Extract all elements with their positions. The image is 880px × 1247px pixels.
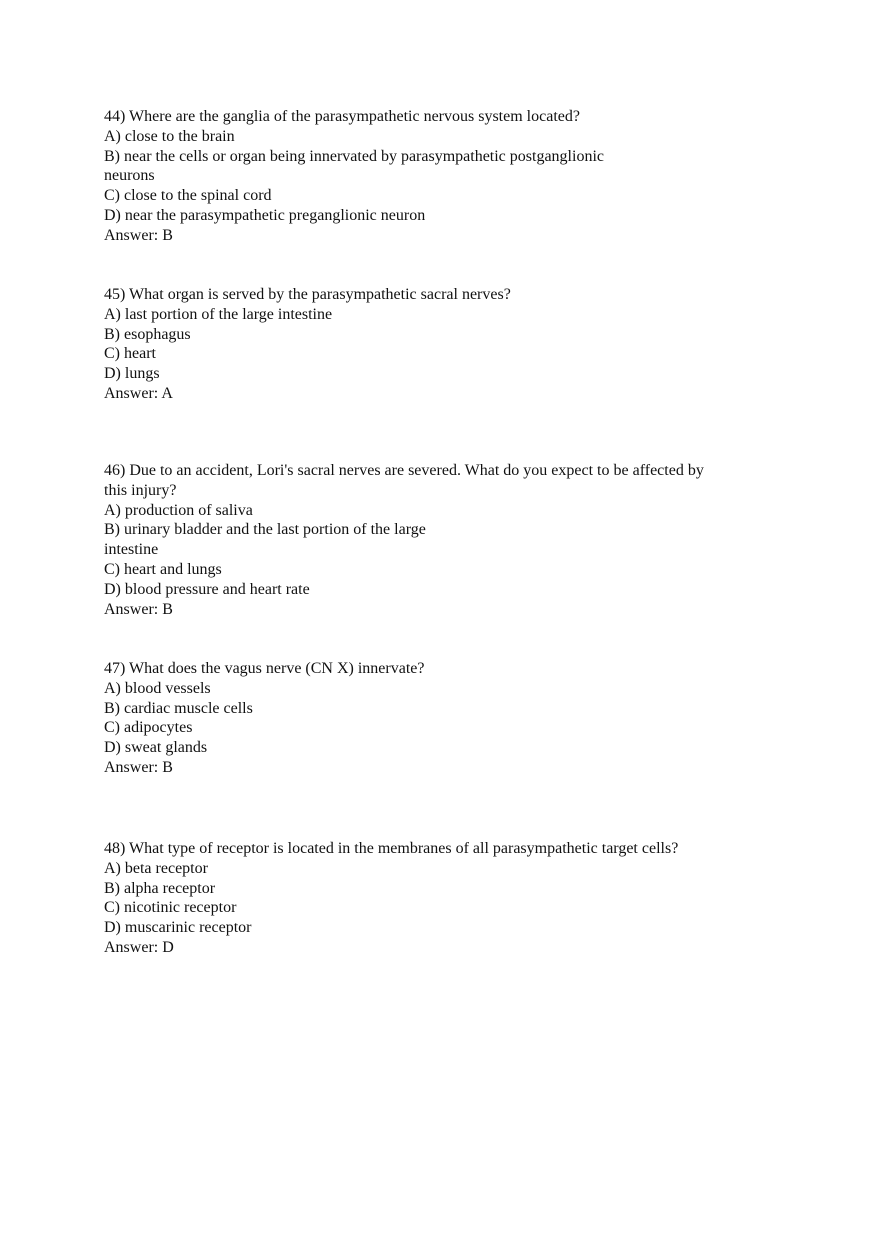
option-c: C) close to the spinal cord <box>104 187 272 205</box>
option-c: C) heart and lungs <box>104 560 222 578</box>
option-b-continuation: intestine <box>104 541 159 559</box>
option-b: B) alpha receptor <box>104 879 216 897</box>
option-b: B) esophagus <box>104 325 191 343</box>
question-stem: 47) What does the vagus nerve (CN X) innervate? <box>104 660 425 677</box>
option-a: A) beta receptor <box>104 859 208 877</box>
option-c: C) nicotinic receptor <box>104 899 237 917</box>
option-d: D) lungs <box>104 365 160 383</box>
option-b: B) urinary bladder and the last portion of the large <box>104 521 426 539</box>
option-d: D) sweat glands <box>104 739 208 757</box>
option-a: A) production of saliva <box>104 501 253 519</box>
option-a: A) last portion of the large intestine <box>104 305 333 323</box>
question-45 <box>104 285 784 404</box>
option-b: B) near the cells or organ being innervated by parasympathetic postganglionic <box>104 147 604 165</box>
option-b-continuation: neurons <box>104 167 155 185</box>
option-a: A) blood vessels <box>104 679 211 697</box>
answer: Answer: B <box>104 600 173 618</box>
question-47 <box>104 659 784 778</box>
answer: Answer: D <box>104 938 174 956</box>
question-46 <box>104 461 784 619</box>
question-44 <box>104 107 784 246</box>
option-d: D) blood pressure and heart rate <box>104 580 310 598</box>
question-stem: 46) Due to an accident, Lori's sacral nerves are severed. What do you expect to be affected by <box>104 462 704 479</box>
answer: Answer: B <box>104 758 173 776</box>
answer: Answer: B <box>104 226 173 244</box>
question-stem: 45) What organ is served by the parasympathetic sacral nerves? <box>104 286 511 303</box>
option-d: D) muscarinic receptor <box>104 919 252 937</box>
question-stem: 44) Where are the ganglia of the parasympathetic nervous system located? <box>104 108 580 125</box>
option-d: D) near the parasympathetic preganglionic neuron <box>104 206 426 224</box>
question-stem-continuation: this injury? <box>104 481 177 499</box>
option-c: C) adipocytes <box>104 719 193 737</box>
question-stem: 48) What type of receptor is located in the membranes of all parasympathetic target cells? <box>104 840 679 857</box>
option-b: B) cardiac muscle cells <box>104 699 253 717</box>
option-a: A) close to the brain <box>104 127 235 145</box>
option-c: C) heart <box>104 345 156 363</box>
answer: Answer: A <box>104 384 173 402</box>
question-48 <box>104 839 784 958</box>
